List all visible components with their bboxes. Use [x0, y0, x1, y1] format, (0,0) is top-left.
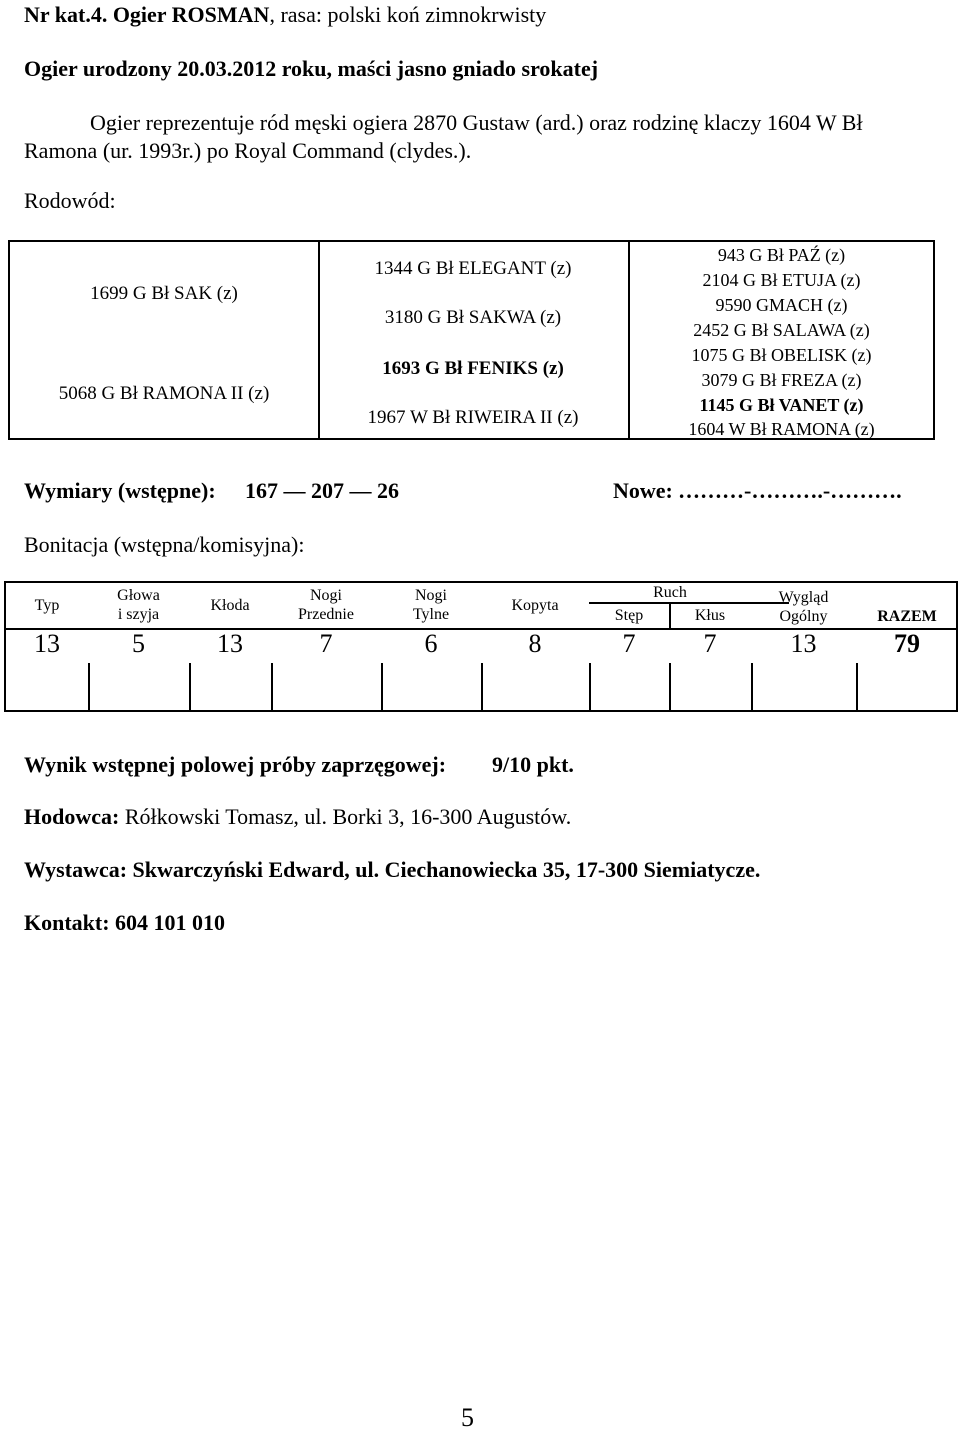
header-glowa: Głowa	[117, 587, 160, 604]
pedigree-table	[8, 240, 935, 440]
score-kloda: 13	[217, 629, 243, 658]
breeder-value: Rółkowski Tomasz, ul. Borki 3, 16-300 Augustów.	[119, 804, 572, 829]
score-glowa: 5	[132, 629, 145, 658]
pedigree-great-grandparent: 1604 W Bł RAMONA (z)	[688, 419, 875, 439]
table-rule	[751, 663, 753, 710]
exhibitor-info: Wystawca: Skwarczyński Edward, ul. Ciechanowiecka 35, 17-300 Siemiatycze.	[24, 857, 761, 882]
score-typ: 13	[34, 629, 60, 658]
new-measurements-label: Nowe:	[613, 478, 673, 503]
header-klus: Kłus	[694, 607, 726, 624]
new-measurements-value: ………-……….-……….	[678, 478, 902, 503]
pedigree-heading: Rodowód:	[24, 188, 116, 213]
table-rule	[589, 663, 591, 710]
measurements-values: 167 — 207 — 26	[245, 478, 399, 503]
header-nogi-tylne-2: Tylne	[412, 606, 450, 623]
score-nogi-przednie: 7	[319, 629, 333, 658]
score-klus: 7	[703, 629, 717, 658]
score-kopyta: 8	[528, 629, 542, 658]
header-nogi-tylne-1: Nogi	[415, 587, 447, 604]
score-razem: 79	[894, 629, 920, 658]
table-rule	[271, 663, 273, 710]
pedigree-great-grandparent: 9590 GMACH (z)	[715, 295, 848, 315]
header-step: Stęp	[614, 607, 644, 624]
measurements-label: Wymiary (wstępne):	[24, 478, 216, 503]
table-rule	[381, 663, 383, 710]
pedigree-great-grandparent: 2104 G Bł ETUJA (z)	[702, 270, 861, 290]
score-wyglad: 13	[790, 629, 817, 658]
proba-label: Wynik wstępnej polowej próby zaprzęgowej:	[24, 752, 447, 777]
pedigree-great-grandparent: 1145 G Bł VANET (z)	[699, 395, 864, 415]
header-nogi-przednie-1: Nogi	[310, 587, 342, 604]
pedigree-great-grandparent: 2452 G Bł SALAWA (z)	[693, 320, 870, 340]
header-razem: RAZEM	[877, 608, 937, 625]
breeder-info	[24, 804, 571, 830]
page-number: 5	[461, 1403, 474, 1432]
bonitacja-table	[4, 581, 958, 712]
score-step: 7	[622, 629, 636, 658]
table-rule	[481, 663, 483, 710]
breeder-label: Hodowca:	[24, 804, 120, 829]
proba-value: 9/10 pkt.	[492, 752, 574, 777]
score-nogi-tylne: 6	[424, 629, 438, 658]
header-nogi-przednie-2: Przednie	[298, 606, 354, 623]
contact-info: Kontakt: 604 101 010	[24, 910, 226, 935]
breed-text: , rasa: polski koń zimnokrwisty	[269, 2, 547, 27]
header-kopyta: Kopyta	[511, 597, 559, 614]
header-kloda: Kłoda	[210, 597, 250, 614]
pedigree-dam: 5068 G Bł RAMONA II (z)	[58, 383, 270, 404]
lineage-desc-line1: Ogier reprezentuje ród męski ogiera 2870 Gustaw (ard.) oraz rodzinę klaczy 1604 W Bł	[90, 110, 863, 135]
pedigree-grandparent: 3180 G Bł SAKWA (z)	[384, 307, 562, 328]
pedigree-great-grandparent: 1075 G Bł OBELISK (z)	[691, 345, 872, 365]
pedigree-great-grandparent: 3079 G Bł FREZA (z)	[701, 370, 862, 390]
header-ogolny: Ogólny	[779, 608, 828, 625]
pedigree-grandparent: 1967 W Bł RIWEIRA II (z)	[367, 407, 579, 428]
pedigree-grandparent: 1344 G Bł ELEGANT (z)	[374, 258, 572, 279]
birth-info: Ogier urodzony 20.03.2012 roku, maści jasno gniado srokatej	[24, 56, 599, 81]
table-rule	[669, 663, 671, 710]
catalog-number: Nr kat.4. Ogier ROSMAN	[24, 2, 270, 27]
header-wyglad: Wygląd	[778, 589, 829, 606]
header-typ: Typ	[34, 597, 60, 614]
pedigree-grandparent: 1693 G Bł FENIKS (z)	[382, 358, 564, 379]
pedigree-sire: 1699 G Bł SAK (z)	[90, 283, 238, 304]
pedigree-great-grandparent: 943 G Bł PAŹ (z)	[717, 245, 846, 265]
header-szyja: i szyja	[117, 606, 160, 623]
header-ruch: Ruch	[653, 584, 687, 601]
table-rule	[856, 663, 858, 710]
lineage-desc-line2: Ramona (ur. 1993r.) po Royal Command (clydes.).	[24, 138, 472, 163]
table-rule	[189, 663, 191, 710]
bonitacja-heading: Bonitacja (wstępna/komisyjna):	[24, 532, 305, 557]
table-rule	[88, 663, 90, 710]
catalog-title	[24, 2, 546, 28]
